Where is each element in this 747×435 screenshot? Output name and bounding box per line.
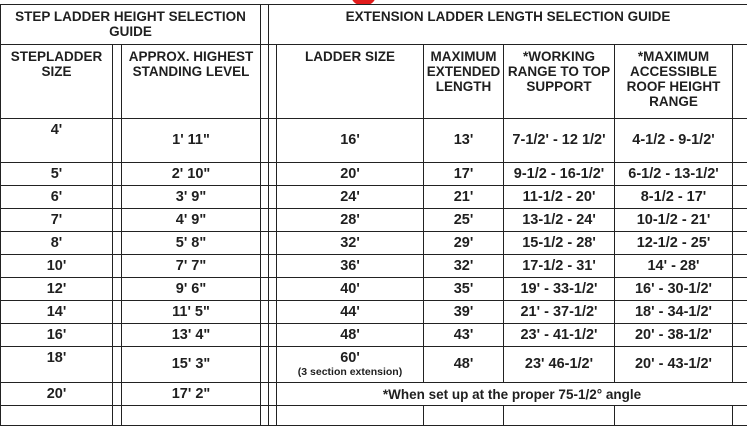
table-row <box>1 163 747 186</box>
step-size-header: STEPLADDER SIZE <box>1 45 113 119</box>
ladder-size-value: 44' <box>340 303 360 320</box>
ladder-size-value: 40' <box>340 280 360 297</box>
standing-level-cell: 5' 8" <box>122 232 261 255</box>
ladder-size-cell <box>277 119 424 163</box>
standing-level-cell: 7' 7" <box>122 255 261 278</box>
max-extended-cell: 13' <box>424 119 504 163</box>
table-row <box>1 301 747 324</box>
ladder-selection-table <box>0 4 747 426</box>
roof-height-cell: 20' - 38-1/2' <box>615 324 733 347</box>
step-size-cell: 5' <box>1 163 113 186</box>
standing-level-cell: 3' 9" <box>122 186 261 209</box>
max-extended-cell: 25' <box>424 209 504 232</box>
step-guide-title: STEP LADDER HEIGHT SELECTION GUIDE <box>1 5 261 45</box>
max-extended-cell: 39' <box>424 301 504 324</box>
standing-level-cell: 11' 5" <box>122 301 261 324</box>
step-size-cell: 6' <box>1 186 113 209</box>
ladder-size-value: 24' <box>340 188 360 205</box>
ladder-size-cell <box>277 255 424 278</box>
ladder-size-header: LADDER SIZE <box>277 45 424 119</box>
ladder-size-cell <box>277 301 424 324</box>
step-size-cell: 4' <box>1 119 113 163</box>
ladder-size-cell <box>277 209 424 232</box>
working-range-cell: 19' - 33-1/2' <box>504 278 615 301</box>
table-row <box>1 119 747 163</box>
ladder-size-value: 20' <box>340 165 360 182</box>
table-row <box>1 209 747 232</box>
ladder-size-value: 48' <box>340 326 360 343</box>
ladder-size-value: 16' <box>340 132 360 148</box>
roof-height-cell: 4-1/2 - 9-1/2' <box>615 119 733 163</box>
standing-level-cell: 4' 9" <box>122 209 261 232</box>
ladder-size-value: 36' <box>340 257 360 274</box>
max-extended-cell: 17' <box>424 163 504 186</box>
working-range-cell: 13-1/2 - 24' <box>504 209 615 232</box>
working-range-cell: 9-1/2 - 16-1/2' <box>504 163 615 186</box>
working-range-cell: 23' - 41-1/2' <box>504 324 615 347</box>
table-row <box>1 278 747 301</box>
ladder-size-value: 28' <box>340 211 360 228</box>
step-size-cell: 7' <box>1 209 113 232</box>
step-size-cell: 20' <box>1 383 113 406</box>
standing-level-cell: 17' 2" <box>122 383 261 406</box>
table-row-last <box>1 383 747 406</box>
ladder-size-value: 32' <box>340 234 360 251</box>
header-row <box>1 45 747 119</box>
table-row <box>1 255 747 278</box>
step-size-cell: 14' <box>1 301 113 324</box>
roof-height-header: *MAXIMUM ACCESSIBLE ROOF HEIGHT RANGE <box>615 45 733 119</box>
table-row <box>1 347 747 383</box>
roof-height-cell: 8-1/2 - 17' <box>615 186 733 209</box>
max-extended-cell: 29' <box>424 232 504 255</box>
roof-height-cell: 14' - 28' <box>615 255 733 278</box>
working-range-cell: 15-1/2 - 28' <box>504 232 615 255</box>
table-row <box>1 232 747 255</box>
max-extended-cell: 32' <box>424 255 504 278</box>
working-range-cell: 11-1/2 - 20' <box>504 186 615 209</box>
ladder-size-cell <box>277 186 424 209</box>
angle-note: *When set up at the proper 75-1/2° angle <box>277 383 747 406</box>
roof-height-cell: 16' - 30-1/2' <box>615 278 733 301</box>
step-size-cell: 12' <box>1 278 113 301</box>
step-size-cell: 10' <box>1 255 113 278</box>
step-size-cell: 18' <box>1 347 113 383</box>
ladder-size-cell <box>277 163 424 186</box>
step-size-cell: 16' <box>1 324 113 347</box>
roof-height-cell: 10-1/2 - 21' <box>615 209 733 232</box>
working-range-cell: 7-1/2' - 12 1/2' <box>504 119 615 163</box>
table-row <box>1 324 747 347</box>
roof-height-cell: 12-1/2 - 25' <box>615 232 733 255</box>
ladder-size-note: (3 section extension) <box>297 366 403 378</box>
roof-height-cell: 20' - 43-1/2' <box>615 347 733 383</box>
standing-level-cell: 1' 11" <box>122 119 261 163</box>
working-range-cell: 21' - 37-1/2' <box>504 301 615 324</box>
max-extended-cell: 35' <box>424 278 504 301</box>
standing-level-cell: 15' 3" <box>122 347 261 383</box>
standing-level-cell: 9' 6" <box>122 278 261 301</box>
table-row <box>1 186 747 209</box>
ext-guide-title: EXTENSION LADDER LENGTH SELECTION GUIDE <box>269 5 747 45</box>
ladder-size-cell <box>277 347 424 383</box>
step-size-cell: 8' <box>1 232 113 255</box>
roof-height-cell: 6-1/2 - 13-1/2' <box>615 163 733 186</box>
title-row <box>1 5 747 45</box>
standing-level-header: APPROX. HIGHEST STANDING LEVEL <box>122 45 261 119</box>
empty-row <box>1 406 747 426</box>
working-range-cell: 17-1/2 - 31' <box>504 255 615 278</box>
ladder-size-cell <box>277 232 424 255</box>
roof-height-cell: 18' - 34-1/2' <box>615 301 733 324</box>
standing-level-cell: 13' 4" <box>122 324 261 347</box>
max-extended-cell: 48' <box>424 347 504 383</box>
working-range-cell: 23' 46-1/2' <box>504 347 615 383</box>
ladder-size-cell <box>277 324 424 347</box>
max-extended-header: MAXIMUM EXTENDED LENGTH <box>424 45 504 119</box>
standing-level-cell: 2' 10" <box>122 163 261 186</box>
max-extended-cell: 43' <box>424 324 504 347</box>
ladder-size-value: 60' <box>340 350 360 366</box>
ladder-size-cell <box>277 278 424 301</box>
max-extended-cell: 21' <box>424 186 504 209</box>
working-range-header: *WORKING RANGE TO TOP SUPPORT <box>504 45 615 119</box>
